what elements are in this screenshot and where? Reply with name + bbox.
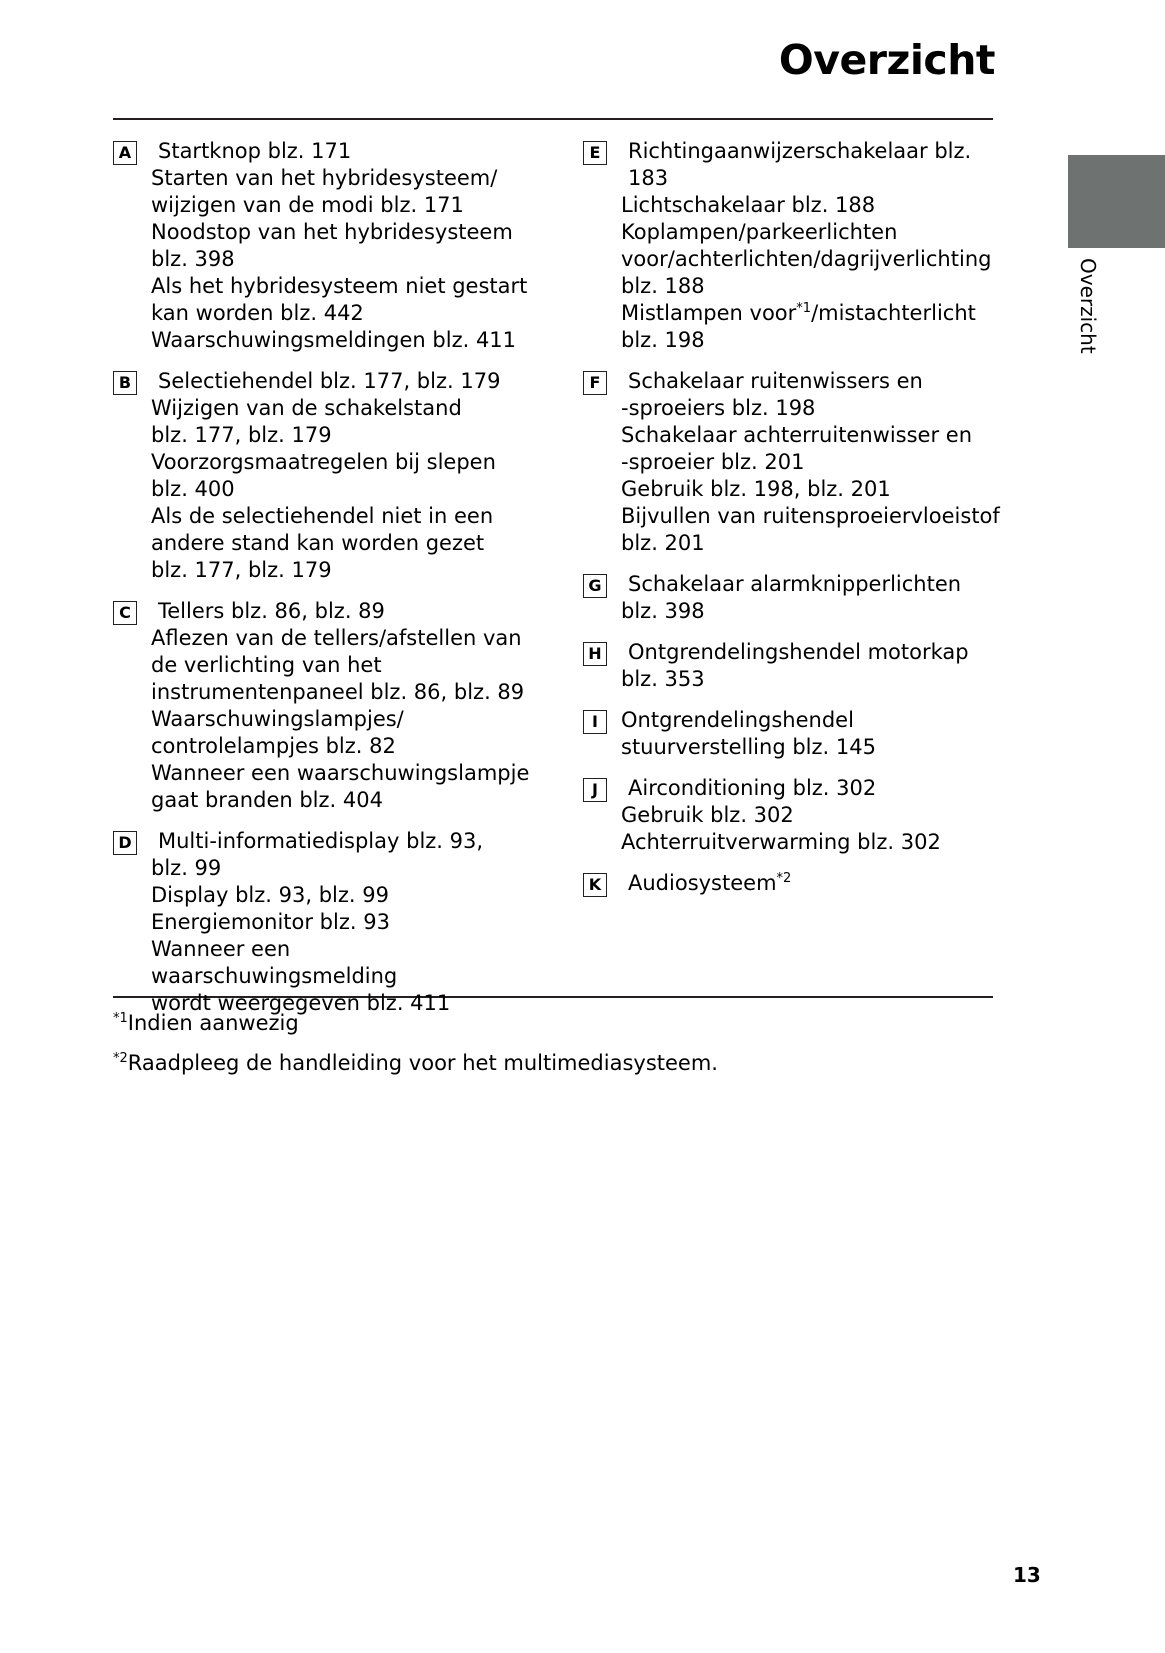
footnote-marker: *2 bbox=[776, 871, 792, 886]
legend-badge-k: K bbox=[583, 873, 607, 897]
divider-top bbox=[113, 118, 993, 120]
legend-entry-f bbox=[583, 368, 1003, 557]
legend-entry-text bbox=[151, 138, 533, 354]
side-index-tab-label: Overzicht bbox=[1076, 258, 1100, 354]
entry-line: Airconditioning blz. 302 bbox=[628, 776, 877, 800]
footnote-marker: *1 bbox=[113, 1011, 128, 1026]
legend-entry-b bbox=[113, 368, 533, 584]
legend-entry-text bbox=[621, 571, 1003, 625]
entry-line: Richtingaanwijzerschakelaar blz. 183 bbox=[628, 139, 978, 190]
entry-line: Tellers blz. 86, blz. 89 bbox=[158, 599, 385, 623]
entry-line: blz. 177, blz. 179 bbox=[151, 558, 332, 582]
entry-line: Waarschuwingslampjes/ bbox=[151, 707, 404, 731]
entry-line: Gebruik blz. 302 bbox=[621, 803, 794, 827]
entry-line: blz. 188 bbox=[621, 274, 705, 298]
entry-line: Wanneer een waarschuwingsmelding bbox=[151, 937, 398, 988]
entry-line: -sproeiers blz. 198 bbox=[621, 396, 816, 420]
entry-line: Aflezen van de tellers/afstellen van bbox=[151, 626, 522, 650]
entry-line: Startknop blz. 171 bbox=[158, 139, 352, 163]
entry-line: Achterruitverwarming blz. 302 bbox=[621, 830, 941, 854]
legend-badge-g: G bbox=[583, 574, 607, 598]
entry-line: controlelampjes blz. 82 bbox=[151, 734, 396, 758]
legend-badge-d: D bbox=[113, 831, 137, 855]
legend-entry-text bbox=[151, 598, 533, 814]
legend-badge-e: E bbox=[583, 141, 607, 165]
entry-line: Voorzorgsmaatregelen bij slepen bbox=[151, 450, 496, 474]
entry-line: de verlichting van het bbox=[151, 653, 382, 677]
legend-entry-text bbox=[621, 639, 1003, 693]
entry-line: Audiosysteem$^{*2}$ bbox=[628, 871, 792, 895]
entry-line: blz. 201 bbox=[621, 531, 705, 555]
footnote-marker: *2 bbox=[113, 1051, 128, 1066]
entry-line: Waarschuwingsmeldingen blz. 411 bbox=[151, 328, 517, 352]
legend-badge-b: B bbox=[113, 371, 137, 395]
legend-entry-e bbox=[583, 138, 1003, 354]
entry-line: Starten van het hybridesysteem/ bbox=[151, 166, 498, 190]
legend-entry-text bbox=[151, 368, 533, 584]
legend-column-right bbox=[583, 138, 1003, 911]
entry-line: Als het hybridesysteem niet gestart bbox=[151, 274, 528, 298]
entry-line: andere stand kan worden gezet bbox=[151, 531, 485, 555]
legend-entry-text bbox=[621, 707, 1003, 761]
entry-line: Display blz. 93, blz. 99 bbox=[151, 883, 389, 907]
entry-line: Bijvullen van ruitensproeiervloeistof bbox=[621, 504, 1000, 528]
footnote-item bbox=[113, 1050, 993, 1077]
entry-line: Schakelaar achterruitenwisser en bbox=[621, 423, 973, 447]
footnote-marker: *1 bbox=[796, 301, 812, 316]
entry-line: blz. 398 bbox=[151, 247, 235, 271]
entry-line: blz. 398 bbox=[621, 599, 705, 623]
legend-entry-j bbox=[583, 775, 1003, 856]
legend-entry-i bbox=[583, 707, 1003, 761]
entry-line: wordt weergegeven blz. 411 bbox=[151, 991, 451, 1015]
entry-line: blz. 198 bbox=[621, 328, 705, 352]
page-number: 13 bbox=[1013, 1563, 1041, 1587]
entry-line: Energiemonitor blz. 93 bbox=[151, 910, 390, 934]
entry-line: kan worden blz. 442 bbox=[151, 301, 364, 325]
entry-line: Lichtschakelaar blz. 188 bbox=[621, 193, 876, 217]
entry-line: Multi-informatiedisplay blz. 93, bbox=[158, 829, 484, 853]
entry-line: -sproeier blz. 201 bbox=[621, 450, 805, 474]
entry-line: blz. 177, blz. 179 bbox=[151, 423, 332, 447]
footnote-item bbox=[113, 1010, 993, 1037]
entry-line: Koplampen/parkeerlichten bbox=[621, 220, 898, 244]
legend-badge-f: F bbox=[583, 371, 607, 395]
legend-entry-c bbox=[113, 598, 533, 814]
legend-badge-a: A bbox=[113, 141, 137, 165]
entry-line: blz. 400 bbox=[151, 477, 235, 501]
entry-line: Noodstop van het hybridesysteem bbox=[151, 220, 513, 244]
legend-entry-h bbox=[583, 639, 1003, 693]
entry-line: Als de selectiehendel niet in een bbox=[151, 504, 494, 528]
entry-line: Ontgrendelingshendel motorkap bbox=[628, 640, 969, 664]
entry-line: stuurverstelling blz. 145 bbox=[621, 735, 876, 759]
entry-line: Gebruik blz. 198, blz. 201 bbox=[621, 477, 891, 501]
entry-line: blz. 353 bbox=[621, 667, 705, 691]
entry-line: gaat branden blz. 404 bbox=[151, 788, 383, 812]
entry-line: voor/achterlichten/dagrijverlichting bbox=[621, 247, 992, 271]
legend-entry-g bbox=[583, 571, 1003, 625]
entry-line: Selectiehendel blz. 177, blz. 179 bbox=[158, 369, 501, 393]
legend-badge-i: I bbox=[583, 710, 607, 734]
footnote-text: Raadpleeg de handleiding voor het multimediasysteem. bbox=[127, 1051, 718, 1075]
legend-entry-a bbox=[113, 138, 533, 354]
legend-entry-text bbox=[621, 870, 1003, 897]
entry-line: Schakelaar ruitenwissers en bbox=[628, 369, 923, 393]
entry-line: wijzigen van de modi blz. 171 bbox=[151, 193, 464, 217]
legend-entry-d bbox=[113, 828, 533, 1017]
entry-line: Schakelaar alarmknipperlichten bbox=[628, 572, 962, 596]
entry-line: instrumentenpaneel blz. 86, blz. 89 bbox=[151, 680, 525, 704]
side-index-tab-block bbox=[1068, 155, 1165, 248]
legend-badge-j: J bbox=[583, 778, 607, 802]
footnotes bbox=[113, 1010, 993, 1090]
legend-entry-text bbox=[621, 138, 1003, 354]
legend-entry-text bbox=[151, 828, 533, 1017]
entry-line: Wanneer een waarschuwingslampje bbox=[151, 761, 530, 785]
legend-column-left bbox=[113, 138, 533, 1031]
legend-badge-h: H bbox=[583, 642, 607, 666]
footnote-text: Indien aanwezig bbox=[127, 1011, 299, 1035]
page-title: Overzicht bbox=[778, 36, 995, 84]
entry-line: Ontgrendelingshendel bbox=[621, 708, 854, 732]
legend-entry-text bbox=[621, 368, 1003, 557]
legend-entry-text bbox=[621, 775, 1003, 856]
legend-entry-k bbox=[583, 870, 1003, 897]
entry-line: Wijzigen van de schakelstand bbox=[151, 396, 462, 420]
entry-line: blz. 99 bbox=[151, 856, 222, 880]
entry-line: Mistlampen voor$^{*1}$/mistachterlicht bbox=[621, 301, 976, 325]
legend-badge-c: C bbox=[113, 601, 137, 625]
